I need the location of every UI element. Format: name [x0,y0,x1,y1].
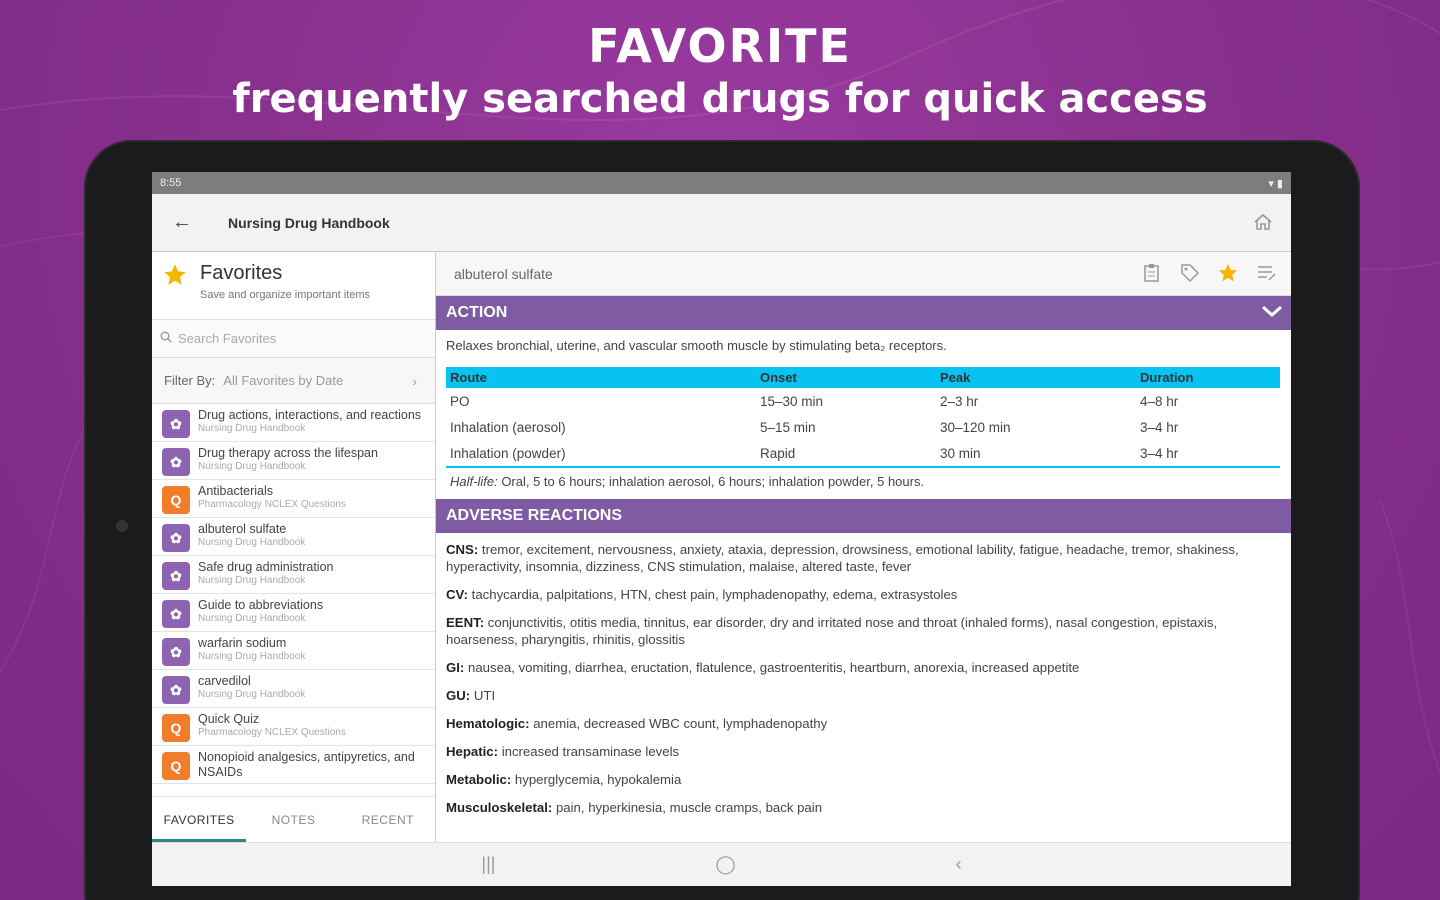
drug-handbook-icon: ✿ [162,676,190,704]
adverse-reactions [436,533,1291,835]
adverse-reaction-text: anemia, decreased WBC count, lymphadenopathy [533,716,828,731]
list-item[interactable] [152,404,435,442]
action-text: Relaxes bronchial, uterine, and vascular smooth muscle by stimulating beta₂ receptors. [446,338,947,353]
adverse-reaction-item [446,614,1281,648]
pharmacokinetics-table [446,367,1280,468]
adverse-reaction-item [446,687,1281,704]
favorites-subtitle: Save and organize important items [200,289,370,301]
list-item[interactable] [152,632,435,670]
table-row [446,388,1280,414]
table-row [446,414,1280,440]
quiz-app-icon: Q [162,486,190,514]
chevron-down-icon[interactable] [1259,300,1285,327]
table-header: Route [446,367,756,388]
headline [0,18,1440,124]
list-item[interactable] [152,556,435,594]
list-item-title: Nonopioid analgesics, antipyretics, and NSAIDs [198,750,415,779]
list-item-title: Quick Quiz [198,712,260,726]
drug-handbook-icon: ✿ [162,600,190,628]
favorites-header [152,252,435,320]
list-item-source: Nursing Drug Handbook [198,613,306,624]
adverse-reaction-system: CV: [446,587,468,602]
tablet-screen [152,172,1291,886]
drug-title-bar [436,252,1291,296]
table-cell: 30 min [936,440,1136,467]
table-cell: 3–4 hr [1140,420,1179,435]
list-item-source: Nursing Drug Handbook [198,537,306,548]
adverse-reaction-text: pain, hyperkinesia, muscle cramps, back pain [555,800,823,815]
app-title: Nursing Drug Handbook [228,214,390,231]
adverse-reaction-text: hyperglycemia, hypokalemia [514,772,682,787]
half-life-text: Oral, 5 to 6 hours; inhalation aerosol, 6 hours; inhalation powder, 5 hours. [501,474,925,489]
search-icon [160,331,172,346]
adverse-reaction-system: Hematologic: [446,716,530,731]
headline-subtitle: frequently searched drugs for quick access [232,76,1208,122]
adverse-reaction-system: Musculoskeletal: [446,800,553,815]
adverse-reaction-system: EENT: [446,615,485,630]
favorites-tabs [152,796,435,842]
list-item-title: Antibacterials [198,484,274,498]
list-item-source: Nursing Drug Handbook [198,689,306,700]
search-input[interactable] [152,320,435,358]
table-header: Onset [756,367,936,388]
quiz-app-icon: Q [162,752,190,780]
star-icon [162,262,188,293]
filter-selector[interactable] [152,358,435,404]
list-item-title: albuterol sulfate [198,522,287,536]
drug-name: albuterol sulfate [454,265,553,282]
drug-detail-panel [436,252,1291,842]
table-row [446,440,1280,467]
list-item-source: Nursing Drug Handbook [198,461,306,472]
filter-value: All Favorites by Date [223,373,344,388]
app-bar [152,194,1291,252]
headline-title: FAVORITE [588,19,852,73]
adverse-reaction-system: Hepatic: [446,744,499,759]
arrow-left-icon[interactable]: ← [172,211,192,233]
clipboard-icon[interactable] [1141,262,1163,287]
adverse-reaction-item [446,586,1281,603]
list-item-source: Nursing Drug Handbook [198,575,306,586]
table-header: Duration [1136,367,1280,388]
adverse-reaction-text: increased transaminase levels [501,744,680,759]
drug-handbook-icon: ✿ [162,524,190,552]
table-cell: Inhalation (powder) [446,440,756,467]
list-item[interactable] [152,746,435,784]
android-nav-bar [152,842,1291,886]
favorites-title: Favorites [200,262,283,284]
favorites-panel [152,252,436,842]
adverse-reaction-item [446,799,1281,816]
action-title: ACTION [446,304,508,321]
status-bar [152,172,1291,194]
list-item-title: Guide to abbreviations [198,598,324,612]
table-cell: Inhalation (aerosol) [450,420,566,435]
list-item-source: Pharmacology NCLEX Questions [198,727,346,738]
home-icon[interactable] [1253,212,1273,237]
search-placeholder: Search Favorites [178,331,277,346]
tab-favorites[interactable]: FAVORITES [152,797,246,842]
table-cell: 4–8 hr [1140,394,1179,409]
status-time: 8:55 [160,177,182,189]
list-item-source: Nursing Drug Handbook [198,651,306,662]
back-icon[interactable]: ‹ [955,854,962,874]
list-item[interactable] [152,518,435,556]
adverse-reaction-system: CNS: [446,542,479,557]
drug-toolbar [1141,262,1277,287]
table-cell: PO [450,394,470,409]
filter-label: Filter By: [164,373,216,388]
adverse-reaction-text: UTI [473,688,496,703]
half-life [436,468,1291,499]
list-item-title: warfarin sodium [198,636,287,650]
table-cell: 5–15 min [760,420,816,435]
recents-icon[interactable]: ||| [481,854,496,874]
adverse-reaction-item [446,715,1281,732]
list-item-source: Nursing Drug Handbook [198,423,306,434]
favorites-list [152,404,435,784]
tab-recent[interactable]: RECENT [361,813,414,827]
tag-icon[interactable] [1179,262,1201,287]
action-section-header[interactable] [436,296,1291,330]
adverse-title: ADVERSE REACTIONS [446,507,623,524]
adverse-reaction-system: GU: [446,688,471,703]
table-cell: 2–3 hr [940,394,979,409]
list-item-title: Drug therapy across the lifespan [198,446,378,460]
home-circle-icon[interactable]: ◯ [715,854,736,874]
list-item[interactable] [152,480,435,518]
drug-handbook-icon: ✿ [162,448,190,476]
drug-handbook-icon: ✿ [162,638,190,666]
chevron-right-icon: › [412,372,417,389]
list-item[interactable] [152,594,435,632]
list-item[interactable] [152,708,435,746]
list-item[interactable] [152,670,435,708]
status-icons: ▾ ▮ [1268,177,1283,190]
adverse-reaction-item [446,743,1281,760]
adverse-reaction-item [446,771,1281,788]
list-item-source: Pharmacology NCLEX Questions [198,499,346,510]
table-cell: Rapid [756,440,936,467]
adverse-reaction-text: tachycardia, palpitations, HTN, chest pain, lymphadenopathy, edema, extrasystoles [471,587,958,602]
star-icon[interactable] [1217,262,1239,287]
camera [116,520,128,532]
list-item-title: carvedilol [198,674,251,688]
adverse-reaction-item [446,541,1281,575]
adverse-reaction-system: GI: [446,660,465,675]
adverse-reaction-text: conjunctivitis, otitis media, tinnitus, ear disorder, dry and irritated nose and throat (inhaled forms), nasal congestion, epistaxis, hoarseness, pharyngitis, rhinitis, glossitis [446,615,1218,647]
notes-icon[interactable] [1255,262,1277,287]
half-life-label: Half-life: [450,474,498,489]
adverse-section-header[interactable] [436,499,1291,533]
drug-handbook-icon: ✿ [162,562,190,590]
list-item-title: Safe drug administration [198,560,334,574]
adverse-reaction-text: nausea, vomiting, diarrhea, eructation, flatulence, gastroenteritis, heartburn, anorexia, increased appetite [468,660,1080,675]
adverse-reaction-text: tremor, excitement, nervousness, anxiety, ataxia, depression, drowsiness, emotional lability, fatigue, headache, tremor, shakiness, hyperactivity, insomnia, dizziness, CNS stimulation, malaise, altered taste, fever [446,542,1239,574]
quiz-app-icon: Q [162,714,190,742]
adverse-reaction-item [446,659,1281,676]
table-cell: 3–4 hr [1136,440,1280,467]
table-header: Peak [936,367,1136,388]
list-item[interactable] [152,442,435,480]
table-cell: 15–30 min [760,394,824,409]
drug-handbook-icon: ✿ [162,410,190,438]
table-cell: 30–120 min [940,420,1011,435]
adverse-reaction-system: Metabolic: [446,772,512,787]
list-item-title: Drug actions, interactions, and reactions [198,408,422,422]
tab-notes[interactable]: NOTES [271,813,316,827]
